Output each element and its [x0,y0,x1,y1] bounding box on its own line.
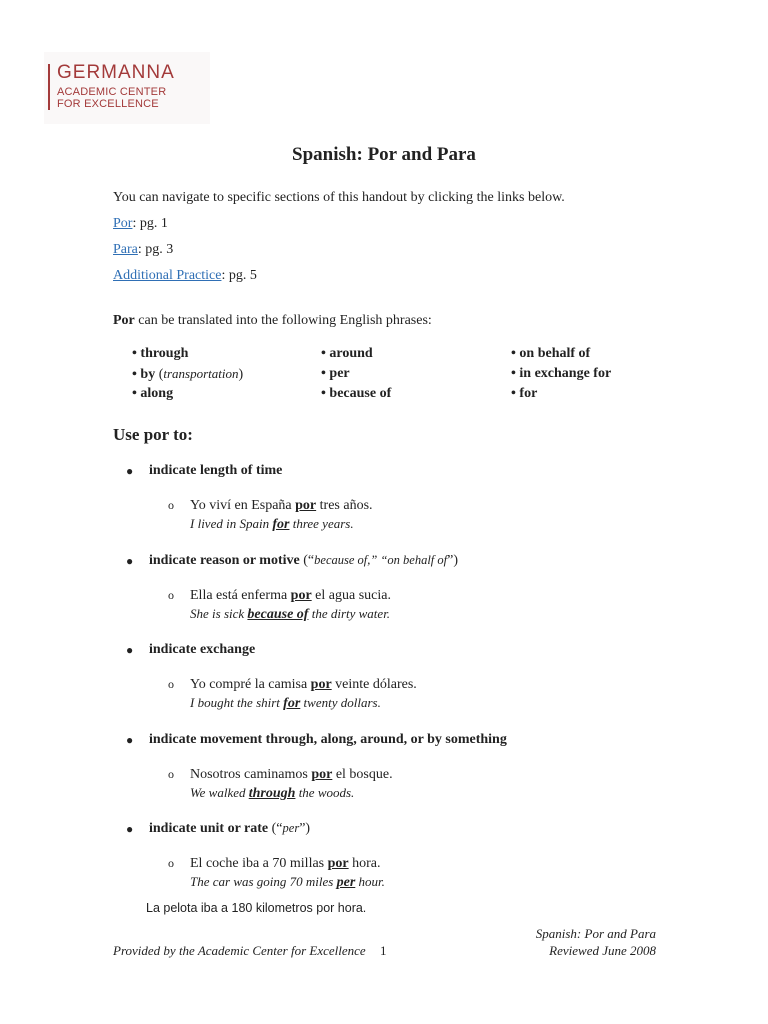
use-2-heading-line: indicate reason or motive (“because of,” “on behalf of”) [149,553,459,568]
footer-page-number: 1 [380,943,387,958]
use-1-es: Yo viví en España por tres años. [190,498,373,513]
bullet-dot: ● [126,643,134,657]
use-1-en: I lived in Spain for three years. [190,516,354,532]
sub-bullet-icon: o [168,767,174,781]
use-3-heading: indicate exchange [149,642,256,657]
phrase-around: • around [321,346,373,361]
phrase-in-exchange-for: • in exchange for [511,366,612,381]
por-intro-rest: can be translated into the following English phrases: [134,313,432,328]
logo-name: GERMANNA [57,62,175,83]
link-por-page: : pg. 1 [132,216,168,231]
phrase-per: • per [321,366,350,381]
logo [44,52,210,124]
bullet-dot: ● [126,822,134,836]
sub-bullet-icon: o [168,588,174,602]
sub-bullet-icon: o [168,498,174,512]
link-por[interactable]: Por [113,216,133,231]
use-5-es: El coche iba a 70 millas por hora. [190,856,381,871]
use-4-heading: indicate movement through, along, around, or by something [149,732,507,747]
phrase-by: • by (transportation) [132,366,244,382]
logo-line-1: ACADEMIC CENTER [57,86,167,98]
phrase-because-of: • because of [321,386,392,401]
link-additional-practice[interactable]: Additional Practice [113,268,222,283]
extra-example-line: La pelota iba a 180 kilometros por hora. [146,901,367,915]
bullet-dot: ● [126,464,134,478]
use-2-en: She is sick because of the dirty water. [190,606,391,622]
use-por-heading: Use por to: [113,425,193,444]
link-row-por [113,216,168,232]
use-3-es: Yo compré la camisa por veinte dólares. [190,677,417,692]
por-intro-bold: Por [113,313,135,328]
use-3-en: I bought the shirt for twenty dollars. [190,695,381,711]
bullet-dot: ● [126,554,134,568]
page-title: Spanish: Por and Para [292,144,476,165]
bullet-dot: ● [126,733,134,747]
logo-line-2: FOR EXCELLENCE [57,98,159,110]
use-5-heading-line: indicate unit or rate (“per”) [149,821,311,836]
link-para-page: : pg. 3 [137,242,174,257]
phrase-by-paren: transportation [163,366,239,381]
link-practice-page: : pg. 5 [221,268,257,283]
link-row-practice [113,268,257,284]
por-intro [113,313,432,329]
sub-bullet-icon: o [168,677,174,691]
link-row-para [113,242,173,258]
intro-text: You can navigate to specific sections of this handout by clicking the links below. [113,190,565,205]
footer-doc-title: Spanish: Por and Para [535,926,656,941]
phrase-along: • along [132,386,174,401]
use-2-es: Ella está enferma por el agua sucia. [190,588,391,603]
link-para[interactable]: Para [113,242,138,257]
sub-bullet-icon: o [168,856,174,870]
phrase-through: • through [132,346,189,361]
phrase-on-behalf-of: • on behalf of [511,346,591,361]
use-1-heading: indicate length of time [149,463,283,478]
logo-bar [48,64,50,110]
phrase-for: • for [511,386,538,401]
use-5-en: The car was going 70 miles per hour. [190,874,385,890]
use-4-en: We walked through the woods. [190,785,355,801]
footer-reviewed: Reviewed June 2008 [549,943,656,958]
use-4-es: Nosotros caminamos por el bosque. [190,767,393,782]
footer-provider: Provided by the Academic Center for Excellence [113,943,366,958]
